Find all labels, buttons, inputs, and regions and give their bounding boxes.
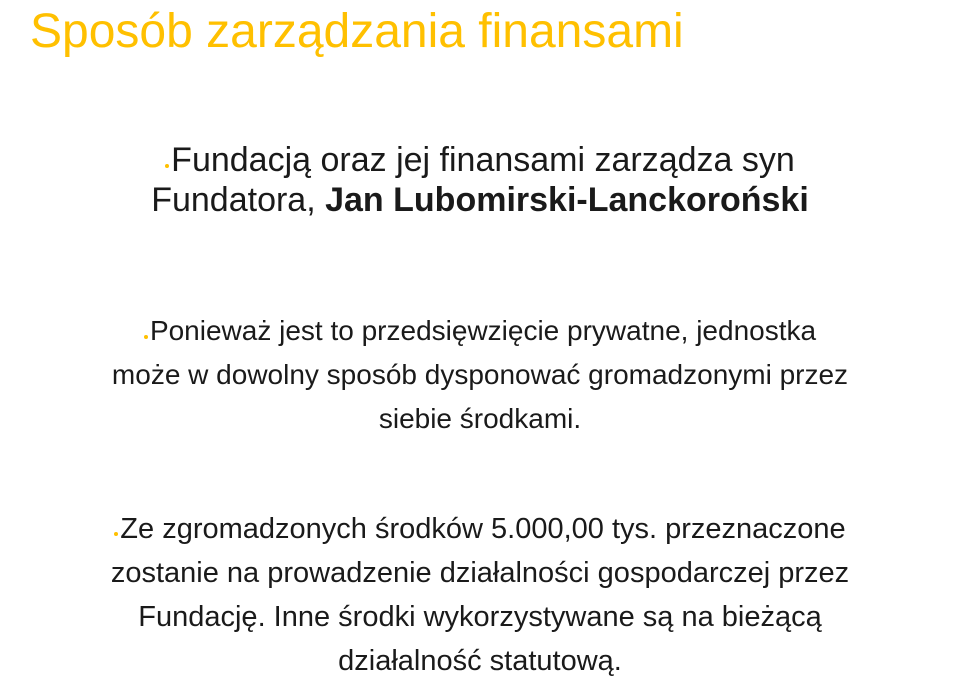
paragraph-private-venture [0, 309, 960, 441]
paragraph-line [0, 507, 960, 551]
paragraph-funds-allocation [0, 507, 960, 683]
paragraph-text: Fundacją oraz jej finansami zarządza syn [171, 141, 795, 179]
paragraph-line [0, 180, 960, 220]
paragraph-line: Fundację. Inne środki wykorzystywane są na bieżącą [138, 601, 822, 633]
paragraph-line [0, 140, 960, 180]
paragraph-line: może w dowolny sposób dysponować gromadzonymi przez [111, 359, 849, 390]
slide-title: Sposób zarządzania finansami [30, 5, 684, 58]
paragraph-line [0, 309, 960, 353]
paragraph-founder [0, 140, 960, 220]
paragraph-line: zostanie na prowadzenie działalności gospodarczej przez [110, 557, 850, 589]
founder-son-name: Jan Lubomirski-Lanckoroński [325, 181, 809, 219]
paragraph-line: siebie środkami. [378, 403, 582, 434]
paragraph-line: działalność statutową. [338, 645, 622, 677]
bullet-icon [144, 335, 148, 339]
bullet-icon [165, 164, 169, 168]
paragraph-text: Ponieważ jest to przedsięwzięcie prywatne, jednostka [149, 315, 817, 346]
paragraph-text: Ze zgromadzonych środków 5.000,00 tys. przeznaczone [120, 513, 846, 545]
paragraph-text: Fundatora, [151, 181, 326, 219]
bullet-icon [114, 532, 118, 536]
